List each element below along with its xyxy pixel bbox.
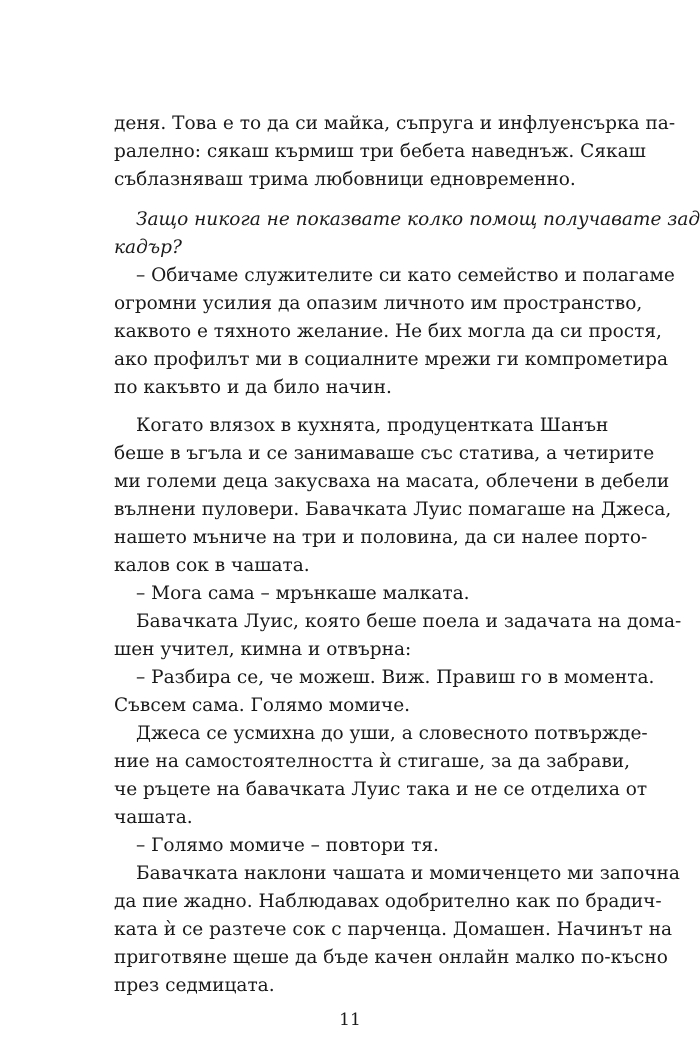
text-line: шен учител, кимна и отвърна:: [114, 639, 412, 660]
text-line: калов сок в чашата.: [114, 555, 310, 576]
text-line: ката ѝ се разтече сок с парченца. Домашен. Начинът на: [114, 919, 673, 940]
text-line: чашата.: [114, 807, 193, 828]
text-line: съблазняваш трима любовници едновременно.: [114, 169, 576, 190]
text-line: през седмицата.: [114, 975, 275, 996]
text-line: по какъвто и да било начин.: [114, 377, 392, 398]
text-line: ралелно: сякаш кърмиш три бебета наведнъж. Сякаш: [114, 141, 646, 162]
page-number: 11: [339, 1010, 361, 1030]
text-line: Бавачката наклони чашата и момиченцето ми започна: [136, 863, 680, 884]
text-line: да пие жадно. Наблюдавах одобрително как по брадич-: [114, 891, 662, 912]
dialogue-line: – Голямо момиче – повтори тя.: [136, 835, 439, 856]
text-line: ми големи деца закусваха на масата, облечени в дебели: [114, 471, 670, 492]
text-line: ако профилът ми в социалните мрежи ги компрометира: [114, 349, 668, 370]
text-line: Когато влязох в кухнята, продуцентката Шанън: [136, 415, 609, 436]
dialogue-line: – Разбира се, че можеш. Виж. Правиш го в момента.: [136, 667, 655, 688]
dialogue-line: – Мога сама – мрънкаше малката.: [136, 583, 470, 604]
text-line: нашето мъниче на три и половина, да си налее порто-: [114, 527, 648, 548]
text-line: каквото е тяхното желание. Не бих могла да си простя,: [114, 321, 662, 342]
text-line: че ръцете на бавачката Луис така и не се отделиха от: [114, 779, 648, 800]
dialogue-line: Съвсем сама. Голямо момиче.: [114, 695, 411, 716]
text-line: Джеса се усмихна до уши, а словесното потвържде-: [136, 723, 648, 744]
interview-question: Защо никога не показвате колко помощ получавате зад: [136, 209, 700, 230]
text-line: приготвяне щеше да бъде качен онлайн малко по-късно: [114, 947, 668, 968]
text-line: Бавачката Луис, която беше поела и задачата на дома-: [136, 611, 682, 632]
text-line: вълнени пуловери. Бавачката Луис помагаше на Джеса,: [114, 499, 672, 520]
text-line: – Обичаме служителите си като семейство и полагаме: [136, 265, 675, 286]
text-line: огромни усилия да опазим личното им пространство,: [114, 293, 643, 314]
text-line: ние на самостоятелността ѝ стигаше, за да забрави,: [114, 751, 631, 772]
text-line: беше в ъгъла и се занимаваше със статива, а четирите: [114, 443, 655, 464]
text-line: деня. Това е то да си майка, съпруга и инфлуенсърка па-: [114, 113, 676, 134]
interview-question: кадър?: [114, 237, 182, 258]
